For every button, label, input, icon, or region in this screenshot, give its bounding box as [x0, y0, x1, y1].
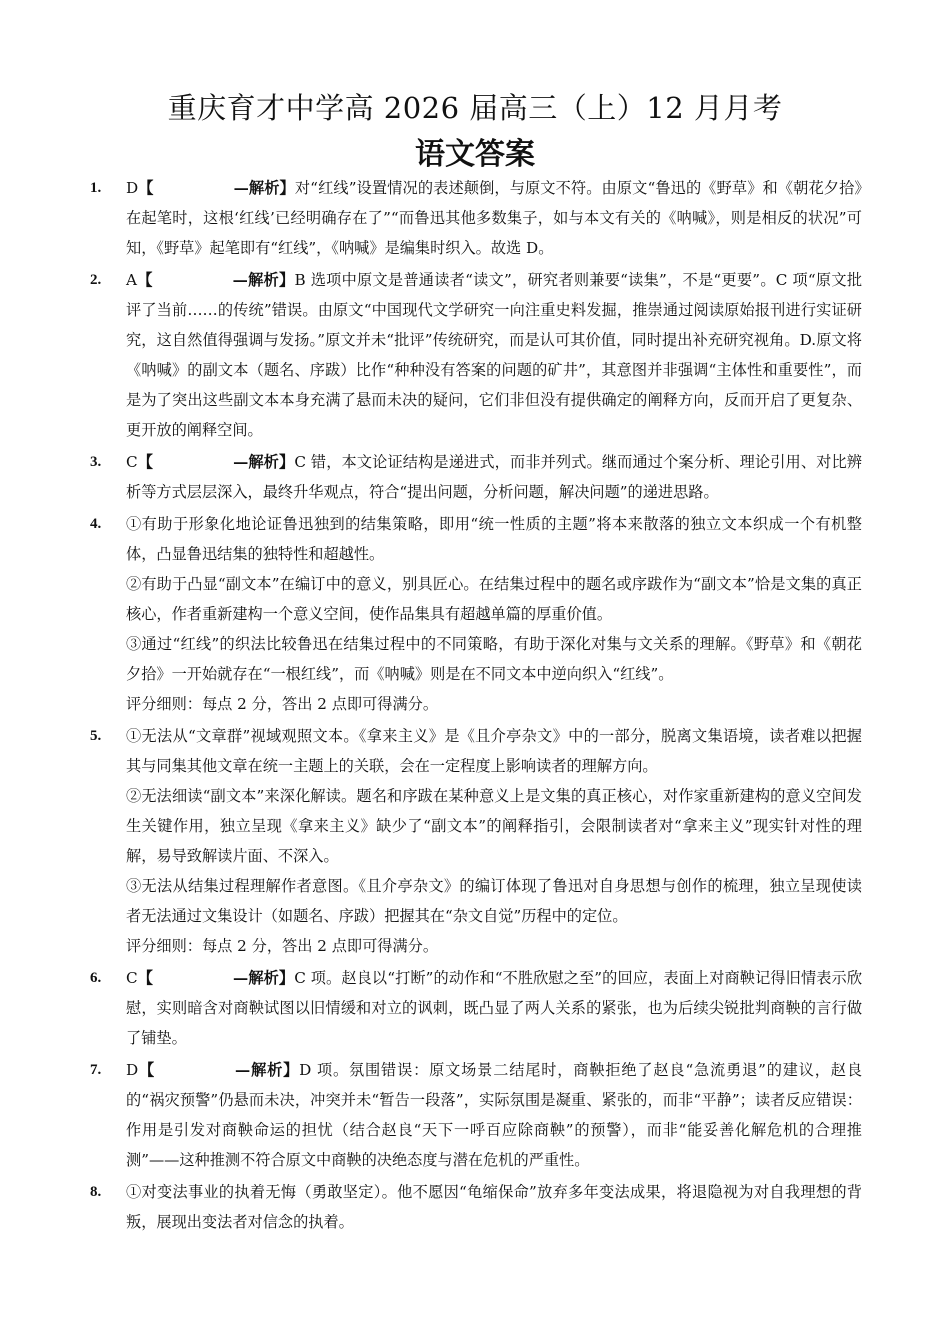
analysis-label: —解析】: [233, 179, 295, 197]
analysis-text: 对“红线”设置情况的表述颠倒，与原文不符。由原文“鲁迅的《野草》和《朝花夕拾》在起笔时，这根‘红线’已经明确存在了”“而鲁迅其他多数集子，如与本文有关的《呐喊》，则是相反的状况”可知，《野草》起笔即有“红线”，《呐喊》是编集时织入。故选 D。: [126, 179, 863, 257]
answer-choice: C: [126, 453, 138, 471]
answer-point: ①无法从“文章群”视域观照文本。《拿来主义》是《且介亭杂文》中的一部分，脱离文集语境，读者难以把握其与同集其他文章在统一主题上的关联，会在一定程度上影响读者的理解方向。: [126, 727, 862, 775]
question-item: [90, 721, 862, 961]
scoring-rule: 评分细则：每点 2 分，答出 2 点即可得满分。: [126, 695, 439, 713]
analysis-text: C 项。赵良以“打断”的动作和“不胜欣慰之至”的回应，表面上对商鞅记得旧情表示欣慰，实则暗含对商鞅试图以旧情缓和对立的讽刺，既凸显了两人关系的紧张，也为后续尖锐批判商鞅的言行做了铺垫。: [126, 969, 863, 1047]
answer-choice: D: [126, 179, 139, 197]
analysis-open-bracket: 【: [137, 453, 154, 471]
analysis-open-bracket: 【: [136, 271, 153, 289]
answer-point: ③通过“红线”的织法比较鲁迅在结集过程中的不同策略，有助于深化对集与文关系的理解。《野草》和《朝花夕拾》一开始就存在“一根红线”，而《呐喊》则是在不同文本中逆向织入“红线”。: [126, 635, 862, 683]
question-number: 5.: [90, 728, 102, 744]
document-subtitle: 语文答案: [415, 137, 535, 172]
question-number: 7.: [90, 1062, 102, 1078]
question-number: 6.: [90, 970, 102, 986]
question-number: 3.: [90, 454, 102, 470]
answer-choice: A: [126, 271, 137, 289]
question-number: 2.: [90, 272, 102, 288]
analysis-label: —解析】: [232, 271, 295, 289]
answer-point: ③无法从结集过程理解作者意图。《且介亭杂文》的编订体现了鲁迅对自身思想与创作的梳理，独立呈现使读者无法通过文集设计（如题名、序跋）把握其在“杂文自觉”历程中的定位。: [126, 877, 862, 925]
analysis-text: D 项。氛围错误：原文场景二结尾时，商鞅拒绝了赵良“急流勇退”的建议，赵良的“祸灾预警”仍悬而未决，冲突并未“暂告一段落”，实际氛围是凝重、紧张的，而非“平静”；读者反应错误：作用是引发对商鞅命运的担忧（结合赵良“天下一呼百应除商鞅”的预警），而非“能妥善化解危机的合理推测”——这种推测不符合原文中商鞅的决绝态度与潜在危机的严重性。: [126, 1061, 863, 1169]
question-number: 4.: [90, 516, 102, 532]
analysis-label: —解析】: [235, 1061, 300, 1079]
analysis-label: —解析】: [233, 453, 295, 471]
question-number: 1.: [90, 180, 102, 196]
analysis-open-bracket: 【: [138, 179, 154, 197]
document-title: 重庆育才中学高 2026 届高三（上）12 月月考: [167, 91, 783, 125]
analysis-open-bracket: 【: [138, 1061, 156, 1079]
question-answer: [126, 173, 862, 263]
question-item: [90, 265, 862, 445]
answer-choice: C: [126, 969, 138, 987]
scoring-rule: 评分细则：每点 2 分，答出 2 点即可得满分。: [126, 937, 439, 955]
question-answer: [126, 447, 862, 507]
question-item: [90, 1055, 862, 1175]
question-item: [90, 1177, 862, 1237]
analysis-label: —解析】: [233, 969, 295, 987]
question-number: 8.: [90, 1184, 102, 1200]
analysis-text: C 错，本文论证结构是递进式，而非并列式。继而通过个案分析、理论引用、对比辨析等方式层层深入，最终升华观点，符合“提出问题，分析问题，解决问题”的递进思路。: [126, 453, 862, 501]
analysis-text: B 选项中原文是普通读者“读文”，研究者则兼要“读集”，不是“更要”。C 项“原文批评了当前……的传统”错误。由原文“中国现代文学研究一向注重史料发掘，推崇通过阅读原始报刊进行实证研究，这自然值得强调与发扬。”原文并未“批评”传统研究，而是认可其价值，同时提出补充研究视角。D.原文将《呐喊》的副文本（题名、序跋）比作“种种没有答案的问题的矿井”，其意图并非强调“主体性和重要性”，而是为了突出这些副文本本身充满了悬而未决的疑问，它们非但没有提供确定的阐释方向，反而开启了更复杂、更开放的阐释空间。: [126, 271, 863, 439]
question-item: [90, 509, 862, 719]
question-item: [90, 963, 862, 1053]
question-item: [90, 447, 862, 507]
question-item: [90, 173, 862, 263]
answer-point: ①对变法事业的执着无悔（勇敢坚定）。他不愿因“龟缩保命”放弃多年变法成果，将退隐视为对自我理想的背叛，展现出变法者对信念的执着。: [126, 1183, 862, 1231]
answer-point: ②无法细读“副文本”来深化解读。题名和序跋在某种意义上是文集的真正核心，对作家重新建构的意义空间发生关键作用，独立呈现《拿来主义》缺少了“副文本”的阐释指引，会限制读者对“拿来主义”现实针对性的理解，易导致解读片面、不深入。: [126, 787, 862, 865]
question-answer: [126, 963, 862, 1053]
question-answer: [126, 265, 862, 445]
answer-point: ①有助于形象化地论证鲁迅独到的结集策略，即用“统一性质的主题”将本来散落的独立文本织成一个有机整体，凸显鲁迅结集的独特性和超越性。: [126, 515, 862, 563]
analysis-open-bracket: 【: [137, 969, 154, 987]
answer-list: [90, 173, 862, 1239]
question-answer: [126, 1055, 862, 1175]
answer-point: ②有助于凸显“副文本”在编订中的意义，别具匠心。在结集过程中的题名或序跋作为“副文本”恰是文集的真正核心，作者重新建构一个意义空间，使作品集具有超越单篇的厚重价值。: [126, 575, 862, 623]
answer-choice: D: [126, 1061, 139, 1079]
